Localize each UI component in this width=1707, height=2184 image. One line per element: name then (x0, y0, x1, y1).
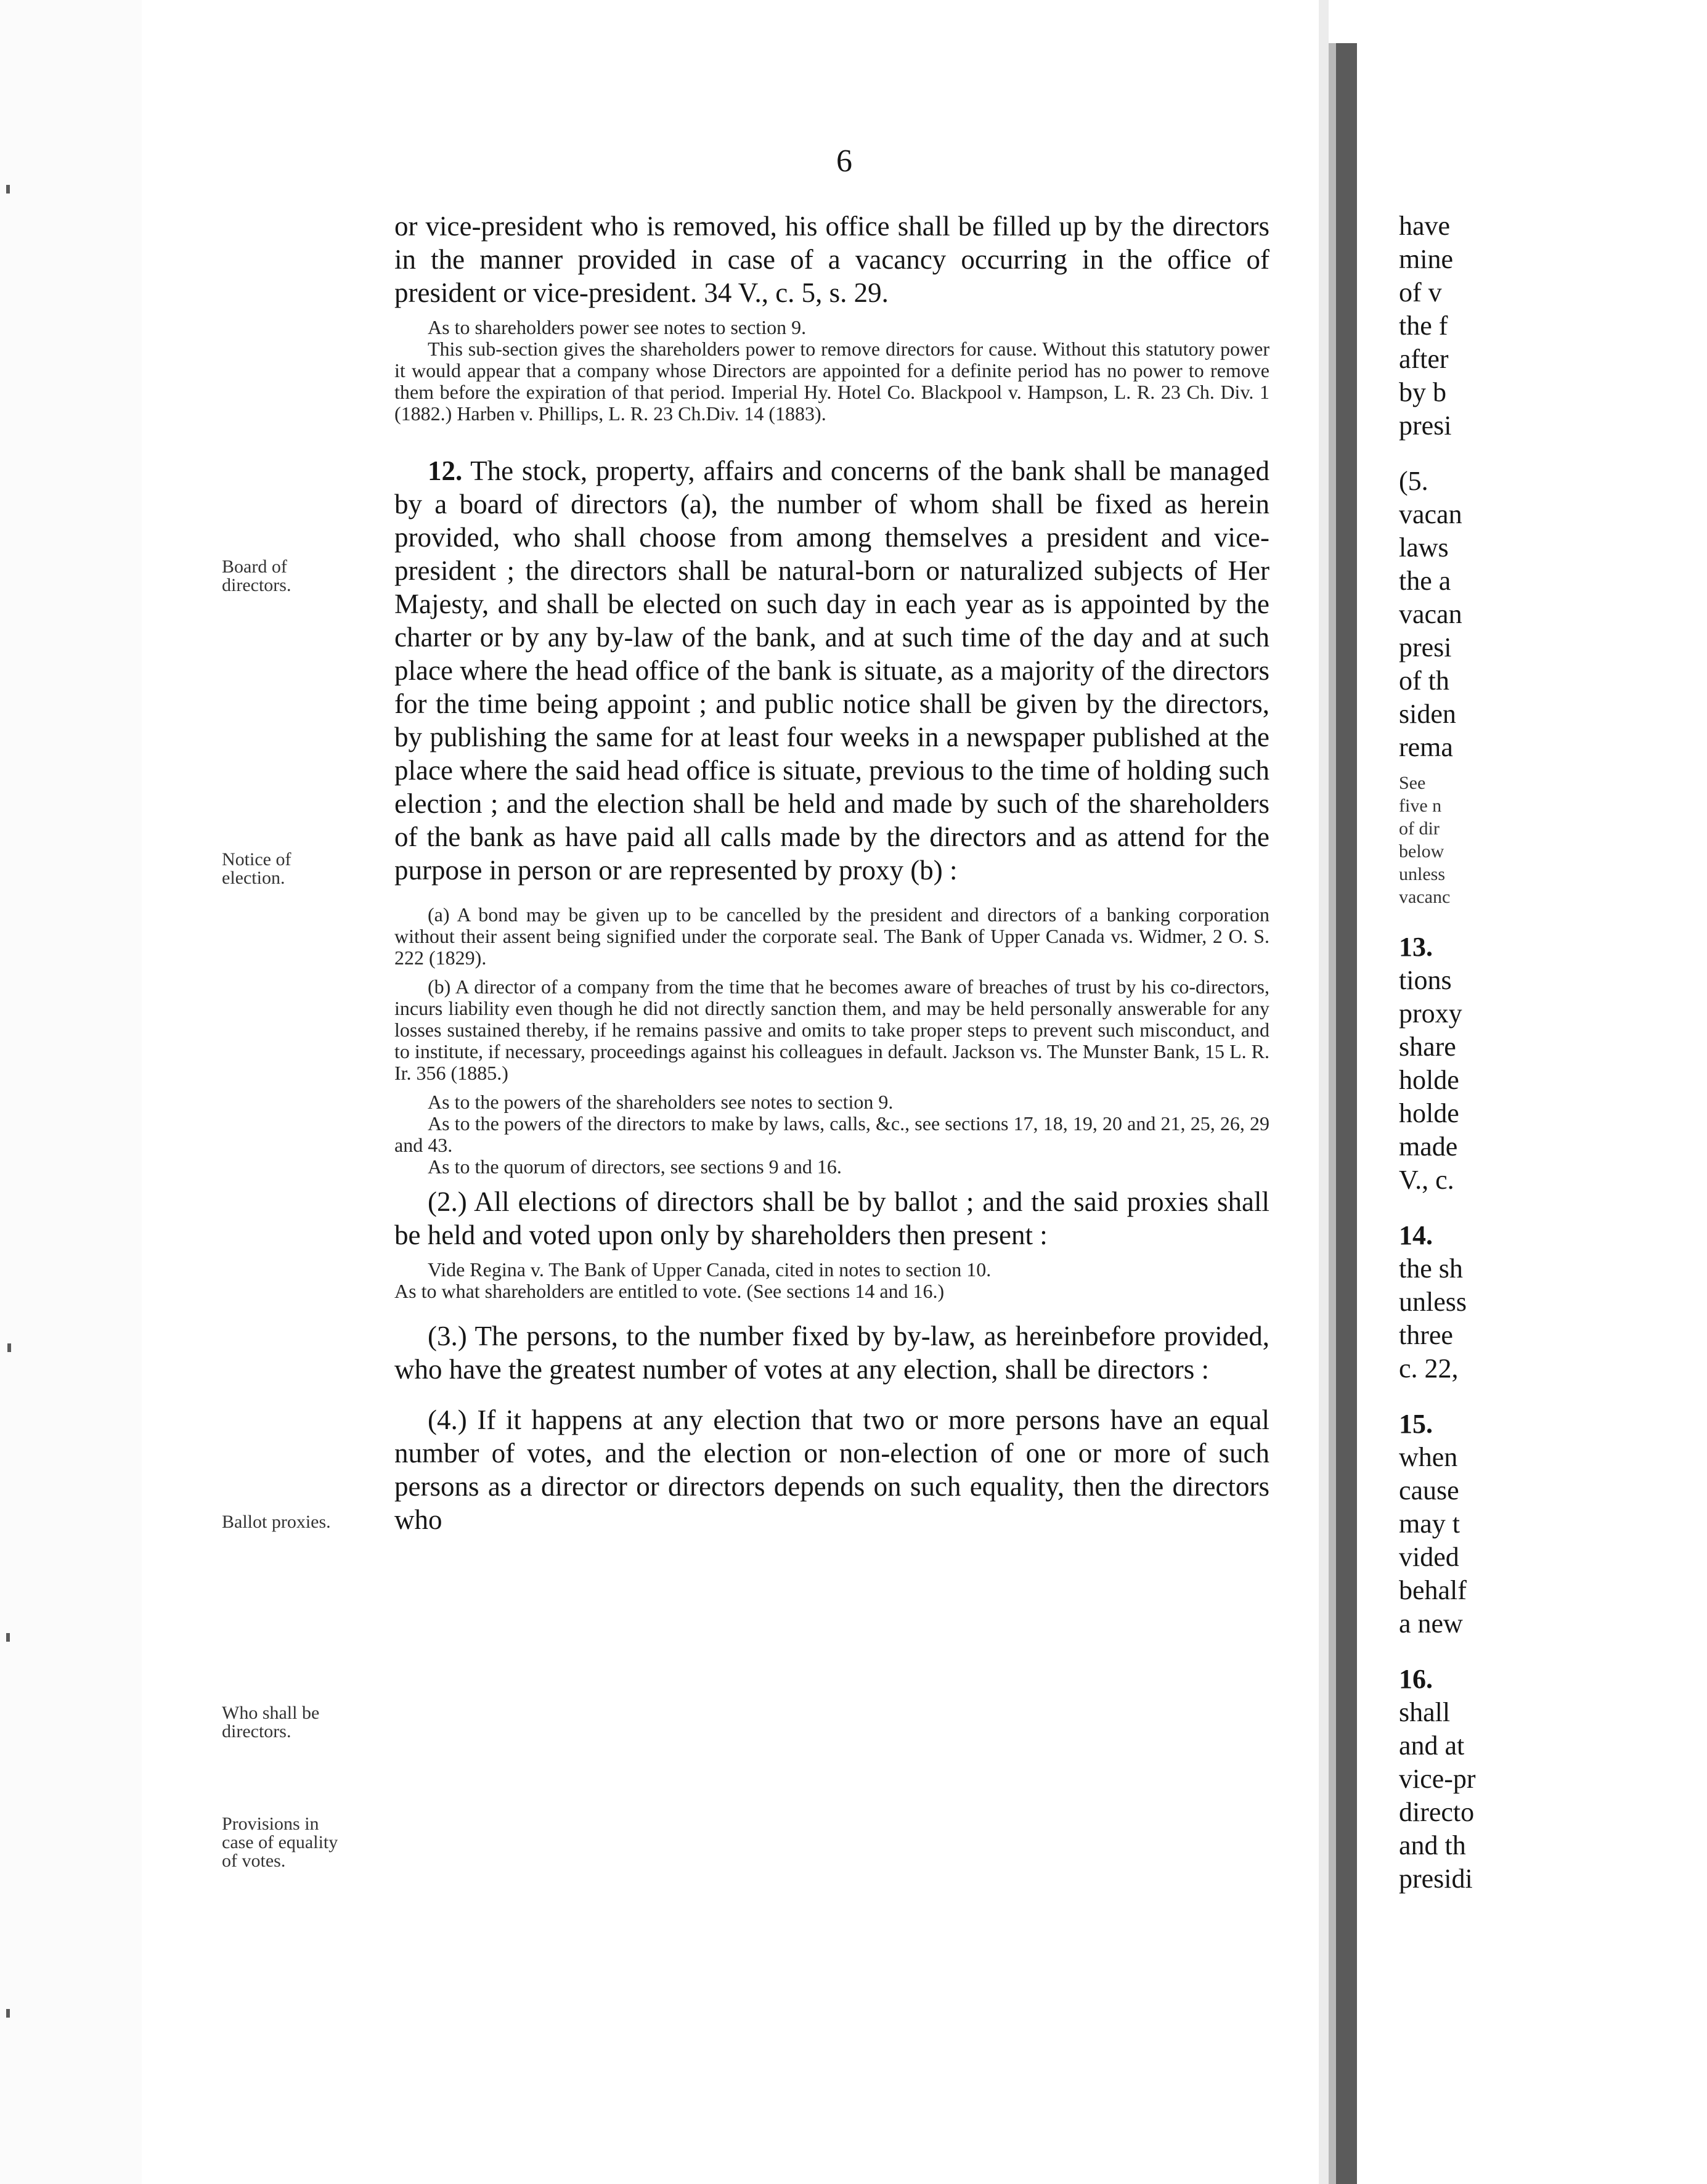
margin-note-who-directors: Who shall be directors. (222, 1703, 320, 1742)
fragment-line: the f (1399, 311, 1448, 341)
fragment-line: rema (1399, 732, 1453, 762)
footnote: As to the powers of the directors to make by laws, calls, &c., see sections 17, 18, 19, 20 and 21, 25, 26, 29 and 43. (394, 1112, 1269, 1156)
footnote: As to the powers of the shareholders see notes to section 9. (428, 1091, 894, 1113)
fragment-line: 16. (1399, 1664, 1433, 1694)
fragment-line: (5. (1399, 466, 1428, 496)
footnote-a: (a) A bond may be given up to be cancelled by the president and directors of a banking corporation without their assent being signified under the corporate seal. The Bank of Upper Canada vs. Widmer, 2 O. S. 222 (1829). (394, 903, 1269, 969)
fragment-line: and th (1399, 1830, 1466, 1860)
fragment-line: vided (1399, 1542, 1459, 1572)
fragment-line: vacan (1399, 599, 1462, 629)
footnote: Vide Regina v. The Bank of Upper Canada, cited in notes to section 10. (428, 1258, 992, 1281)
section-number: 12. (428, 455, 463, 486)
footnote: This sub-section gives the shareholders power to remove directors for cause. Without this statutory power it would appear that a company whose Directors are appointed for a definite period has no power to remove them before the expiration of that period. Imperial Hy. Hotel Co. Blackpool v. Hampson, L. R. 23 Ch. Div. 1 (1882.) Harben v. Phillips, L. R. 23 Ch.Div. 14 (1883). (394, 338, 1269, 425)
continuation-paragraph: or vice-president who is removed, his office shall be filled up by the directors in the manner provided in case of a vacancy occurring in the office of president or vice-president. 34 V., c. 5, s. 29. (394, 211, 1269, 308)
fragment-line: share (1399, 1032, 1456, 1062)
fragment-line: vacan (1399, 499, 1462, 529)
fragment-line: 13. (1399, 932, 1433, 962)
fragment-line: behalf (1399, 1575, 1467, 1605)
fragment-line: when (1399, 1442, 1458, 1472)
fragment-line: tions (1399, 965, 1452, 995)
fragment-line: by b (1399, 377, 1446, 407)
subsection-4-paragraph: (4.) If it happens at any election that two or more persons have an equal number of votes, and the election or non-election of one or more of such persons as a director or directors depends on such equality, then the directors who (394, 1404, 1269, 1535)
fragment-line: three (1399, 1320, 1453, 1350)
fragment-line: siden (1399, 699, 1456, 729)
scan-margin (0, 0, 142, 2184)
page-fold (1319, 0, 1329, 2184)
fragment-line: proxy (1399, 998, 1462, 1029)
margin-note-ballot: Ballot proxies. (222, 1512, 331, 1532)
fragment-line: a new (1399, 1608, 1463, 1639)
fragment-line: unless (1399, 1287, 1467, 1317)
fragment-line: made (1399, 1131, 1458, 1162)
fragment-line: have (1399, 211, 1451, 241)
fragment-line: vice-pr (1399, 1764, 1476, 1794)
page-number: 6 (836, 144, 852, 179)
fragment-line: after (1399, 344, 1449, 374)
section-12-paragraph (394, 454, 1269, 887)
fragment-line: five n (1399, 796, 1442, 816)
fragment-line: presidi (1399, 1864, 1473, 1894)
fragment-line: the a (1399, 566, 1451, 596)
fragment-line: below (1399, 841, 1444, 862)
fragment-line: laws (1399, 532, 1449, 563)
next-page-fragment (1399, 210, 1707, 1896)
main-text-column (394, 210, 1269, 1536)
fragment-line: may t (1399, 1509, 1460, 1539)
fragment-line: 15. (1399, 1409, 1433, 1439)
fragment-line: vacanc (1399, 887, 1451, 907)
fragment-line: mine (1399, 244, 1453, 274)
margin-note-notice: Notice of election. (222, 849, 291, 888)
fragment-line: See (1399, 773, 1426, 793)
fragment-line: of v (1399, 277, 1442, 308)
subsection-3-paragraph: (3.) The persons, to the number fixed by by-law, as hereinbefore provided, who have the greatest number of votes at any election, shall be directors : (394, 1321, 1269, 1385)
scan-speck (6, 1633, 10, 1642)
fragment-line: presi (1399, 410, 1452, 441)
fragment-line: of th (1399, 666, 1449, 696)
fragment-line: shall (1399, 1697, 1451, 1727)
page-edge (1329, 43, 1336, 2184)
fragment-line: the sh (1399, 1253, 1463, 1284)
fragment-line: holde (1399, 1065, 1459, 1095)
footnote: As to shareholders power see notes to section 9. (428, 316, 807, 338)
fragment-line: V., c. (1399, 1165, 1454, 1195)
section-12-text: The stock, property, affairs and concerns of the bank shall be managed by a board of directors (a), the number of whom shall be fixed as herein provided, who shall choose from among themselves a president and vice-president ; the directors shall be natural-born or naturalized subjects of Her Majesty, and shall be elected on such day in each year as is appointed by the charter or by any by-law of the bank, and at such time of the day and at such place where the head office of the bank is situate, as a majority of the directors for the time being appoint ; and public notice shall be given by the directors, by publishing the same for at least four weeks in a newspaper published at the place where the said head office is situate, previous to the time of holding such election ; and the election shall be held and made by such of the shareholders of the bank as have paid all calls made by the directors and as attend for the purpose in person or are represented by proxy (b) : (394, 455, 1270, 886)
fragment-line: presi (1399, 632, 1452, 662)
book-spine (1336, 43, 1357, 2184)
footnote: As to what shareholders are entitled to vote. (See sections 14 and 16.) (394, 1280, 945, 1302)
footnote: As to the quorum of directors, see sections 9 and 16. (428, 1155, 842, 1178)
scan-speck (6, 185, 10, 194)
fragment-line: 14. (1399, 1220, 1433, 1250)
scan-speck (6, 2009, 10, 2018)
scan-speck (7, 1343, 11, 1352)
fragment-line: holde (1399, 1098, 1459, 1128)
fragment-line: c. 22, (1399, 1353, 1459, 1383)
fragment-line: cause (1399, 1475, 1459, 1506)
margin-note-equality: Provisions in case of equality of votes. (222, 1814, 338, 1871)
footnote-b: (b) A director of a company from the time that he becomes aware of breaches of trust by his co-directors, incurs liability even though he did not directly sanction them, and may be held personally answerable for any losses sustained thereby, if he remains passive and omits to take proper steps to prevent such misconduct, and to institute, if necessary, proceedings against his colleagues in default. Jackson vs. The Munster Bank, 15 L. R. Ir. 356 (1885.) (394, 976, 1269, 1084)
subsection-2-paragraph: (2.) All elections of directors shall be by ballot ; and the said proxies shall be held and voted upon only by shareholders then present : (394, 1186, 1269, 1250)
fragment-line: of dir (1399, 818, 1440, 839)
fragment-line: directo (1399, 1797, 1475, 1827)
margin-note-board: Board of directors. (222, 556, 291, 595)
fragment-line: and at (1399, 1730, 1465, 1761)
fragment-line: unless (1399, 864, 1445, 884)
